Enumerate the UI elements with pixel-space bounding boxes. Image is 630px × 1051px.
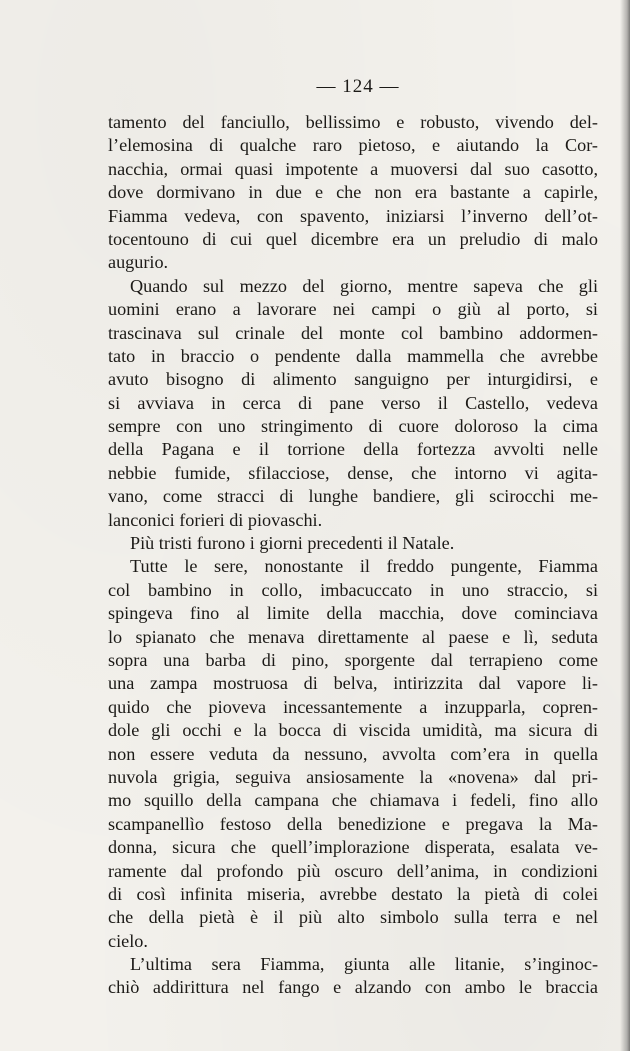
text-line: l’elemosina di qualche raro pietoso, e aiutando la Cor- <box>108 135 598 156</box>
text-line: augurio. <box>108 252 169 273</box>
text-line: Quando sul mezzo del giorno, mentre sapeva che gli <box>130 275 598 296</box>
text-line: lanconici forieri di piovaschi. <box>108 509 323 530</box>
text-line: cielo. <box>108 930 148 951</box>
text-line: quido che pioveva incessantemente a inzupparla, copren- <box>108 696 598 717</box>
text-line: sempre con uno stringimento di cuore doloroso la cima <box>108 416 598 437</box>
text-line: mo squillo della campana che chiamava i fedeli, fino allo <box>108 790 598 811</box>
text-line: spingeva fino al limite della macchia, dove cominciava <box>108 603 598 624</box>
text-line: sopra una barba di pino, sporgente dal terrapieno come <box>108 649 598 670</box>
text-line: chiò addirittura nel fango e alzando con ambo le braccia <box>108 977 598 998</box>
text-line: che della pietà è il più alto simbolo sulla terra e nel <box>108 907 598 928</box>
text-line: tato in braccio o pendente dalla mammella che avrebbe <box>108 345 598 366</box>
text-line: non essere veduta da nessuno, avvolta com’era in quella <box>108 743 598 764</box>
text-line: vano, come stracci di lunghe bandiere, gli scirocchi me- <box>108 486 598 507</box>
text-line: col bambino in collo, imbacuccato in uno straccio, si <box>108 579 598 600</box>
text-line: Tutte le sere, nonostante il freddo pungente, Fiamma <box>130 556 598 577</box>
page-edge-shadow <box>620 0 630 1051</box>
text-line: della Pagana e il torrione della fortezza avvolti nelle <box>108 439 598 460</box>
text-line: L’ultima sera Fiamma, giunta alle litanie, s’inginoc- <box>130 954 598 975</box>
text-line: una zampa mostruosa di belva, intirizzita dal vapore li- <box>108 673 598 694</box>
text-line: Fiamma vedeva, con spavento, iniziarsi l’inverno dell’ot- <box>108 205 598 226</box>
text-line: Più tristi furono i giorni precedenti il Natale. <box>130 533 455 554</box>
text-line: si avviava in cerca di pane verso il Castello, vedeva <box>108 392 598 413</box>
body-text <box>108 111 598 1000</box>
text-line: tamento del fanciullo, bellissimo e robusto, vivendo del- <box>108 112 598 132</box>
text-line: dove dormivano in due e che non era bastante a capirle, <box>108 182 598 203</box>
text-line: tocentouno di cui quel dicembre era un preludio di malo <box>108 228 598 249</box>
text-line: di così infinita miseria, avrebbe destato la pietà di colei <box>108 883 598 904</box>
text-line: scampanellìo festoso della benedizione e pregava la Ma- <box>108 813 598 834</box>
page-number: — 124 — <box>316 76 400 97</box>
text-line: ramente dal profondo più oscuro dell’anima, in condizioni <box>108 860 598 881</box>
text-line: trascinava sul crinale del monte col bambino addormen- <box>108 322 598 343</box>
text-line: donna, sicura che quell’implorazione disperata, esalata ve- <box>108 837 598 858</box>
text-line: avuto bisogno di alimento sanguigno per inturgidirsi, e <box>108 369 598 390</box>
text-line: dole gli occhi e la bocca di viscida umidità, ma sicura di <box>108 720 598 741</box>
text-line: uomini erano a lavorare nei campi o giù al porto, si <box>108 299 598 320</box>
text-line: nuvola grigia, seguiva ansiosamente la «novena» dal pri- <box>108 766 598 787</box>
text-line: nebbie fumide, sfilacciose, dense, che intorno vi agita- <box>108 462 598 483</box>
text-line: lo spianato che menava direttamente al paese e lì, seduta <box>108 626 598 647</box>
text-line: nacchia, ormai quasi impotente a muoversi dal suo casotto, <box>108 158 598 179</box>
